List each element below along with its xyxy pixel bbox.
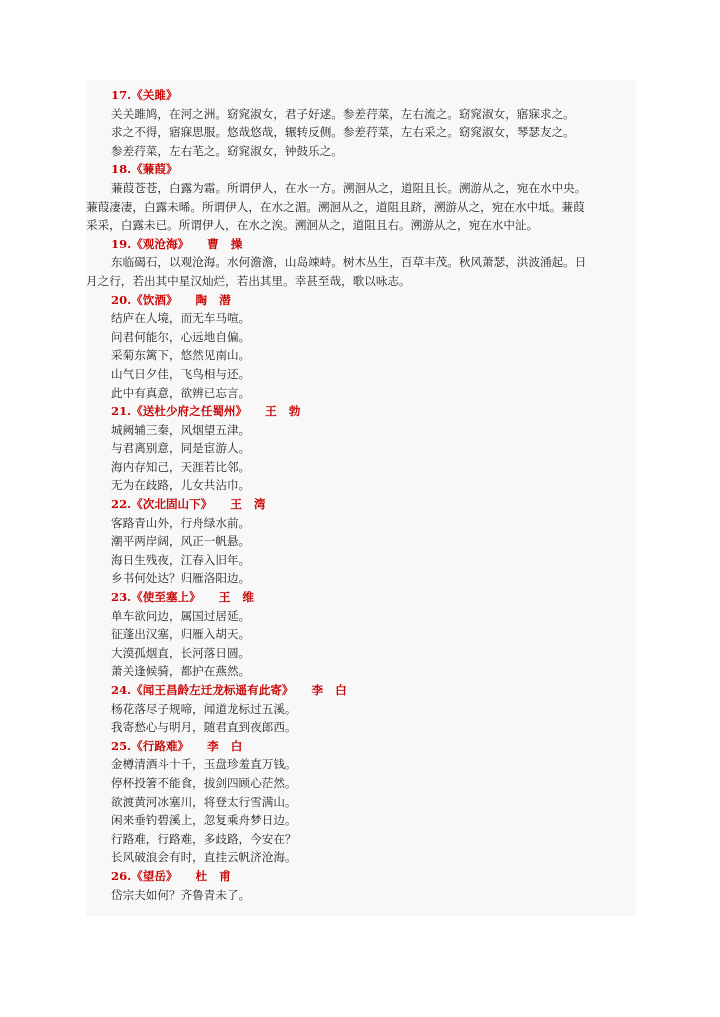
- poem-line: 长风破浪会有时，直挂云帆济沧海。: [111, 850, 297, 865]
- poem-author: 李白: [207, 738, 255, 753]
- poem-line: 征蓬出汉塞，归雁入胡天。: [111, 627, 251, 642]
- poem-list: [86, 86, 636, 904]
- poem-author: 陶潜: [195, 292, 243, 307]
- poem-title: [86, 588, 636, 607]
- poem-line: 海日生残夜，江春入旧年。: [111, 552, 251, 567]
- poem-title: [86, 681, 636, 700]
- poem-line: 城阙辅三秦，风烟望五津。: [111, 422, 251, 437]
- poem-author: 王湾: [230, 497, 278, 512]
- poem-line: 东临碣石，以观沧海。水何澹澹，山岛竦峙。树木丛生，百草丰茂。秋风萧瑟，洪波涌起。日: [111, 255, 587, 270]
- poem-line: 行路难，行路难，多歧路，今安在？: [111, 831, 297, 846]
- poem-title: [86, 291, 636, 310]
- poem-title: [86, 402, 636, 421]
- poem-line: 停杯投箸不能食，拔剑四顾心茫然。: [111, 775, 297, 790]
- poem-title-text: 20.《饮酒》: [111, 292, 178, 307]
- poem-line: 结庐在人境，而无车马喧。: [111, 311, 251, 326]
- poem-line: 杨花落尽子规啼，闻道龙标过五溪。: [111, 701, 297, 716]
- poem-author: 杜甫: [195, 868, 243, 883]
- poem-author: 曹操: [207, 236, 255, 251]
- poem-title-text: 26.《望岳》: [111, 868, 178, 883]
- poem-author: 李白: [311, 683, 359, 697]
- poem-line: 此中有真意，欲辨已忘言。: [111, 385, 251, 400]
- poem-line: 萧关逢候骑，都护在燕然。: [111, 664, 251, 679]
- poem-title-text: 18.《蒹葭》: [111, 162, 178, 177]
- poem-title-text: 25.《行路难》: [111, 738, 190, 753]
- poem-title-text: 19.《观沧海》: [111, 236, 190, 251]
- poem-line: 海内存知己，天涯若比邻。: [111, 459, 251, 474]
- poem-line: 蒹葭苍苍，白露为霜。所谓伊人，在水一方。溯洄从之，道阻且长。溯游从之，宛在水中央。: [111, 180, 587, 195]
- poem-line: 采采，白露未已。所谓伊人，在水之涘。溯洄从之，道阻且右。溯游从之，宛在水中沚。: [86, 218, 539, 233]
- poem-title-text: 17.《关雎》: [111, 88, 178, 102]
- poem-title-text: 21.《送杜少府之任蜀州》: [111, 404, 248, 419]
- poem-title: [86, 867, 636, 886]
- poem-line: 山气日夕佳，飞鸟相与还。: [111, 366, 251, 381]
- poem-title: [86, 160, 636, 179]
- poem-line: 单车欲问边，属国过居延。: [111, 608, 251, 623]
- poem-line: 问君何能尔，心远地自偏。: [111, 329, 251, 344]
- poem-title: [86, 235, 636, 254]
- poem-line: 我寄愁心与明月，随君直到夜郎西。: [111, 720, 297, 735]
- poem-line: 欲渡黄河冰塞川，将登太行雪满山。: [111, 794, 297, 809]
- poem-title: [86, 495, 636, 514]
- poem-line: 无为在歧路，儿女共沾巾。: [111, 478, 251, 493]
- poem-line: 金樽清酒斗十千，玉盘珍羞直万钱。: [111, 757, 297, 772]
- poem-line: 参差荇菜，左右芼之。窈窕淑女，钟鼓乐之。: [111, 143, 343, 158]
- poem-line: 岱宗夫如何？齐鲁青未了。: [111, 887, 251, 902]
- poem-line: 与君离别意，同是宦游人。: [111, 441, 251, 456]
- poem-author: 王维: [218, 590, 266, 605]
- poem-line: 求之不得，寤寐思服。悠哉悠哉，辗转反侧。参差荇菜，左右采之。窈窕淑女，琴瑟友之。: [111, 125, 575, 140]
- poem-title: [86, 86, 636, 105]
- poem-line: 客路青山外，行舟绿水前。: [111, 515, 251, 530]
- poem-line: 潮平两岸阔，风正一帆悬。: [111, 534, 251, 549]
- poem-line: 闲来垂钓碧溪上，忽复乘舟梦日边。: [111, 813, 297, 828]
- poem-line: 大漠孤烟直，长河落日圆。: [111, 645, 251, 660]
- poem-line: 蒹葭凄凄，白露未晞。所谓伊人，在水之湄。溯洄从之，道阻且跻，溯游从之，宛在水中坻。蒹葭: [86, 199, 585, 214]
- document-page: [86, 80, 636, 916]
- poem-line: 月之行，若出其中星汉灿烂，若出其里。幸甚至哉，歌以咏志。: [86, 273, 411, 288]
- poem-title-text: 23.《使至塞上》: [111, 590, 201, 605]
- poem-title: [86, 737, 636, 756]
- poem-title-text: 24.《闻王昌龄左迁龙标遥有此寄》: [111, 683, 294, 697]
- poem-line: 采菊东篱下，悠然见南山。: [111, 348, 251, 363]
- poem-line: 乡书何处达？归雁洛阳边。: [111, 571, 251, 586]
- poem-author: 王勃: [265, 404, 313, 419]
- poem-title-text: 22.《次北固山下》: [111, 497, 213, 512]
- poem-line: 关关雎鸠，在河之洲。窈窕淑女，君子好逑。参差荇菜，左右流之。窈窕淑女，寤寐求之。: [111, 106, 575, 121]
